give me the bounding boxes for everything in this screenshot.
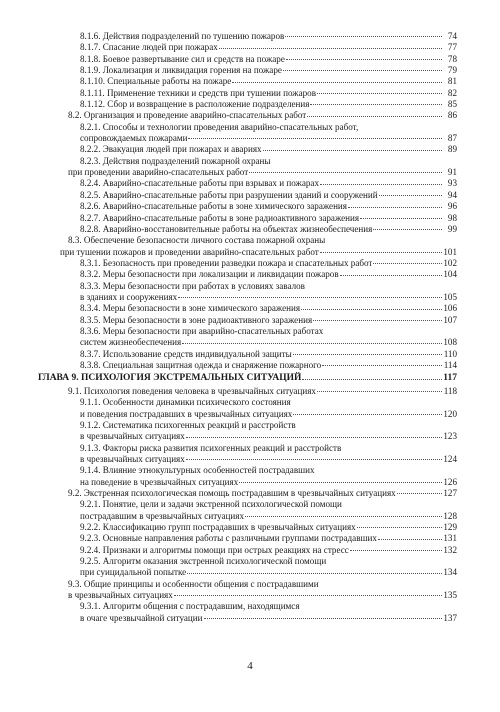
toc-row xyxy=(0,65,500,76)
toc-entry-title: 8.2. Организация и проведение аварийно-спасательных работ xyxy=(68,110,307,121)
toc-entry-page: 74 xyxy=(447,31,457,41)
toc-entry xyxy=(80,431,457,442)
toc-entry-title: 8.3.4. Меры безопасности в зоне химического заражения xyxy=(80,303,301,314)
toc-row xyxy=(0,167,500,178)
toc-row xyxy=(0,224,500,235)
dot-leader xyxy=(174,595,442,596)
toc-row xyxy=(0,499,500,510)
toc-row xyxy=(0,477,500,488)
toc-row xyxy=(0,213,500,224)
toc-entry-title: систем жизнеобеспечения xyxy=(80,337,182,348)
dot-leader xyxy=(317,93,442,94)
toc-entry-page: 93 xyxy=(447,178,457,189)
toc-entry-title: сопровождаемых пожарами xyxy=(80,133,188,144)
toc-row xyxy=(0,488,500,499)
toc-entry-title: 9.1.2. Систематика психогенных реакций и расстройств xyxy=(80,419,296,430)
toc-entry-page: 131 xyxy=(443,533,457,544)
toc-entry-title: 8.3.3. Меры безопасности при работах в условиях завалов xyxy=(80,280,305,291)
dot-leader xyxy=(293,354,442,355)
dot-leader xyxy=(302,379,442,380)
toc-entry xyxy=(80,190,457,201)
toc-row xyxy=(0,133,500,144)
toc-entry-title: ГЛАВА 9. ПСИХОЛОГИЯ ЭКСТРЕМАЛЬНЫХ СИТУАЦИЙ xyxy=(38,373,302,384)
toc-entry xyxy=(68,590,457,601)
toc-entry-title: 8.3.8. Специальная защитная одежда и снаряжение пожарного xyxy=(80,359,322,370)
toc-entry-page: 117 xyxy=(443,373,457,384)
toc-row xyxy=(0,601,500,612)
dot-leader xyxy=(286,59,442,60)
toc-entry-title: 9.2.5. Алгоритм оказания экстренной психологической помощи xyxy=(80,555,327,566)
dot-leader xyxy=(301,309,442,310)
toc-entry-title: 8.3. Обеспечение безопасности личного состава пожарной охраны xyxy=(68,235,326,246)
toc-entry-title: пострадавшим в чрезвычайных ситуациях xyxy=(80,510,244,521)
toc-entry-title: 8.1.10. Специальные работы на пожаре xyxy=(80,76,232,87)
toc-row xyxy=(0,454,500,465)
toc-entry xyxy=(68,167,457,178)
toc-row xyxy=(0,315,500,326)
toc-row xyxy=(0,409,500,420)
toc-entry-title: при тушении пожаров и проведении аварийно-спасательных работ xyxy=(60,246,319,257)
toc-entry-page: 94 xyxy=(447,189,457,200)
dot-leader xyxy=(187,573,442,574)
dot-leader xyxy=(322,365,442,366)
toc-row xyxy=(0,178,500,189)
toc-entry-title: при суицидальной попытке xyxy=(80,567,187,578)
dot-leader xyxy=(320,184,442,185)
toc-entry-page: 77 xyxy=(447,42,457,53)
toc-entry-title: 9.1.1. Особенности динамики психического состояния xyxy=(80,397,291,408)
toc-entry-title: 8.3.5. Меры безопасности в зоне радиоактивного заражения xyxy=(80,314,313,325)
toc-entry xyxy=(80,76,457,87)
toc-entry-page: 107 xyxy=(443,314,457,325)
toc-entry xyxy=(80,613,457,624)
toc-entry xyxy=(80,409,457,420)
toc-row xyxy=(0,613,500,624)
toc-row xyxy=(0,235,500,246)
toc-entry-title: 8.2.2. Эвакуация людей при пожарах и авариях xyxy=(80,144,262,155)
toc-entry-page: 132 xyxy=(443,544,457,555)
dot-leader xyxy=(378,539,442,540)
toc-entry xyxy=(80,133,457,144)
toc-entry-page: 127 xyxy=(443,487,457,498)
toc-row xyxy=(0,556,500,567)
dot-leader xyxy=(373,263,442,264)
toc-entry-title: 9.3.1. Алгоритм общения с пострадавшим, находящимся xyxy=(80,601,300,612)
toc-entry-title: 9.2.2. Классификацию групп пострадавших в чрезвычайных ситуациях xyxy=(80,521,356,532)
toc-entry-title: 9.1.3. Факторы риска развития психогенных реакций и расстройств xyxy=(80,442,342,453)
toc-entry-title: 9.1.4. Влияние этнокультурных особенностей пострадавших xyxy=(80,465,315,476)
page-number: 4 xyxy=(247,660,253,672)
toc-entry-title: 9.3. Общие принципы и особенности общения с пострадавшими xyxy=(68,578,319,589)
dot-leader xyxy=(379,195,442,196)
toc-entry-title: 9.2.3. Основные направления работы с различными группами пострадавших xyxy=(80,533,377,544)
toc-entry xyxy=(80,360,457,371)
dot-leader xyxy=(178,297,442,298)
toc-entry-title: 8.3.7. Использование средств индивидуальной защиты xyxy=(80,348,292,359)
toc-entry xyxy=(80,477,457,488)
toc-entry-page: 96 xyxy=(447,201,457,212)
dot-leader xyxy=(239,482,442,483)
toc-entry-title: в очаге чрезвычайной ситуации xyxy=(80,612,203,623)
toc-entry-page: 114 xyxy=(443,359,457,370)
toc-entry-title: 8.1.11. Применение техники и средств при тушении пожаров xyxy=(80,87,316,98)
toc-entry-title: 8.1.8. Боевое развертывание сил и средств на пожаре xyxy=(80,53,285,64)
dot-leader xyxy=(313,320,442,321)
toc-entry-title: в чрезвычайных ситуациях xyxy=(80,431,185,442)
toc-row xyxy=(0,88,500,99)
toc-entry-page: 85 xyxy=(447,99,457,110)
dot-leader xyxy=(310,104,442,105)
toc-entry-page: 101 xyxy=(443,246,457,257)
toc-row xyxy=(0,326,500,337)
toc-entry xyxy=(80,337,457,348)
toc-entry-title: 8.2.4. Аварийно-спасательные работы при взрывах и пожарах xyxy=(80,178,319,189)
toc-row xyxy=(0,201,500,212)
dot-leader xyxy=(350,550,442,551)
toc-entry-title: 8.2.3. Действия подразделений пожарной охраны xyxy=(80,155,271,166)
toc-entry xyxy=(80,511,457,522)
toc-row xyxy=(0,567,500,578)
toc-entry xyxy=(80,258,457,269)
toc-row xyxy=(0,247,500,258)
toc-row xyxy=(0,303,500,314)
dot-leader xyxy=(307,116,442,117)
toc-entry-title: 8.2.8. Аварийно-восстановительные работы на объектах жизнеобеспечения xyxy=(80,223,373,234)
toc-entry-title: 8.2.5. Аварийно-спасательные работы при разрушении зданий и сооружений xyxy=(80,189,378,200)
toc-entry-page: 87 xyxy=(447,133,457,144)
dot-leader xyxy=(186,459,442,460)
toc-entry xyxy=(80,269,457,280)
toc-entry-page: 86 xyxy=(447,110,457,121)
toc-entry-title: и поведения пострадавших в чрезвычайных ситуациях xyxy=(80,408,293,419)
toc-entry-title: 8.1.9. Локализация и ликвидация горения на пожаре xyxy=(80,65,282,76)
toc-row xyxy=(0,156,500,167)
toc-entry-page: 104 xyxy=(443,269,457,280)
toc-entry-page: 91 xyxy=(447,167,457,178)
dot-leader xyxy=(357,527,442,528)
toc-entry-page: 106 xyxy=(443,303,457,314)
toc-entry-title: 9.2.1. Понятие, цели и задачи экстренной психологической помощи xyxy=(80,499,342,510)
toc-entry-page: 123 xyxy=(443,431,457,442)
toc-entry-page: 82 xyxy=(447,87,457,98)
toc-row xyxy=(0,144,500,155)
dot-leader xyxy=(204,618,442,619)
toc-entry xyxy=(80,292,457,303)
toc-entry-title: 9.2.4. Признаки и алгоритмы помощи при острых реакциях на стресс xyxy=(80,544,349,555)
toc-entry-page: 78 xyxy=(447,53,457,64)
toc-entry-title: 9.1. Психология поведения человека в чрезвычайных ситуациях xyxy=(68,385,316,396)
dot-leader xyxy=(245,516,442,517)
dot-leader xyxy=(186,437,442,438)
toc-entry-page: 110 xyxy=(443,348,457,359)
toc-row xyxy=(0,269,500,280)
toc-entry-title: 8.3.2. Меры безопасности при локализации и ликвидации пожаров xyxy=(80,269,339,280)
dot-leader xyxy=(232,82,442,83)
dot-leader xyxy=(397,493,442,494)
toc-entry-page: 126 xyxy=(443,476,457,487)
toc-row xyxy=(0,420,500,431)
toc-entry-title: 8.2.6. Аварийно-спасательные работы в зоне химического заражения xyxy=(80,201,347,212)
table-of-contents xyxy=(0,31,500,624)
toc-row xyxy=(0,337,500,348)
toc-row xyxy=(0,431,500,442)
toc-entry-title: 9.2. Экстренная психологическая помощь пострадавшим в чрезвычайных ситуациях xyxy=(68,487,396,498)
dot-leader xyxy=(283,70,442,71)
toc-entry-title: в зданиях и сооружениях xyxy=(80,291,178,302)
dot-leader xyxy=(320,252,442,253)
toc-entry-page: 118 xyxy=(443,385,457,396)
toc-entry xyxy=(80,54,457,65)
toc-entry-title: 8.2.1. Способы и технологии проведения аварийно-спасательных работ, xyxy=(80,121,359,132)
toc-row xyxy=(0,76,500,87)
toc-entry xyxy=(68,110,457,121)
dot-leader xyxy=(219,48,442,49)
toc-entry xyxy=(38,372,457,385)
toc-row xyxy=(0,397,500,408)
dot-leader xyxy=(285,36,442,37)
toc-row xyxy=(0,443,500,454)
toc-row xyxy=(0,99,500,110)
toc-entry-page: 81 xyxy=(447,76,457,87)
toc-entry-page: 108 xyxy=(443,337,457,348)
toc-entry xyxy=(80,315,457,326)
dot-leader xyxy=(182,343,442,344)
toc-entry-title: 8.1.12. Сбор и возвращение в расположение подразделения xyxy=(80,99,310,110)
toc-row xyxy=(0,511,500,522)
toc-row xyxy=(0,579,500,590)
toc-entry-title: на поведение в чрезвычайных ситуациях xyxy=(80,476,239,487)
dot-leader xyxy=(340,275,442,276)
toc-row xyxy=(0,281,500,292)
toc-row xyxy=(0,372,500,385)
toc-entry xyxy=(80,533,457,544)
toc-entry-page: 135 xyxy=(443,590,457,600)
dot-leader xyxy=(249,172,442,173)
toc-row xyxy=(0,190,500,201)
toc-entry-page: 79 xyxy=(447,65,457,76)
toc-entry xyxy=(80,178,457,189)
toc-entry-page: 134 xyxy=(443,567,457,578)
toc-entry xyxy=(80,31,457,42)
toc-entry-page: 137 xyxy=(443,612,457,623)
toc-entry xyxy=(80,303,457,314)
toc-entry xyxy=(80,545,457,556)
toc-row xyxy=(0,590,500,601)
dot-leader xyxy=(373,229,442,230)
toc-entry-page: 124 xyxy=(443,453,457,464)
toc-entry-title: 8.2.7. Аварийно-спасательные работы в зоне радиоактивного заражения xyxy=(80,212,360,223)
toc-entry-title: 8.1.7. Спасание людей при пожарах xyxy=(80,42,218,53)
dot-leader xyxy=(348,207,442,208)
toc-entry xyxy=(80,99,457,110)
toc-entry-page: 120 xyxy=(443,408,457,419)
toc-row xyxy=(0,349,500,360)
toc-entry-page: 89 xyxy=(447,144,457,155)
toc-entry xyxy=(80,567,457,578)
toc-entry xyxy=(68,488,457,499)
toc-row xyxy=(0,42,500,53)
toc-row xyxy=(0,360,500,371)
dot-leader xyxy=(263,150,442,151)
toc-row xyxy=(0,110,500,121)
toc-row xyxy=(0,292,500,303)
toc-entry xyxy=(80,349,457,360)
dot-leader xyxy=(317,391,442,392)
toc-entry xyxy=(60,247,457,258)
toc-entry xyxy=(80,201,457,212)
toc-row xyxy=(0,258,500,269)
toc-entry xyxy=(80,144,457,155)
toc-entry-page: 99 xyxy=(447,223,457,234)
toc-row xyxy=(0,386,500,397)
dot-leader xyxy=(293,414,442,415)
toc-entry-page: 102 xyxy=(443,257,457,268)
dot-leader xyxy=(188,138,442,139)
toc-entry-title: в чрезвычайных ситуациях xyxy=(80,453,185,464)
toc-entry xyxy=(80,42,457,53)
toc-row xyxy=(0,122,500,133)
dot-leader xyxy=(360,218,442,219)
toc-entry-title: 8.3.1. Безопасность при проведении разведки пожара и спасательных работ xyxy=(80,257,373,268)
toc-row xyxy=(0,522,500,533)
toc-entry-page: 105 xyxy=(443,291,457,302)
toc-entry xyxy=(80,65,457,76)
toc-entry xyxy=(80,522,457,533)
toc-row xyxy=(0,533,500,544)
toc-entry-title: 8.3.6. Меры безопасности при аварийно-спасательных работах xyxy=(80,325,324,336)
toc-row xyxy=(0,545,500,556)
toc-entry-page: 129 xyxy=(443,521,457,532)
toc-entry xyxy=(80,213,457,224)
toc-entry-title: при проведении аварийно-спасательных работ xyxy=(68,167,249,178)
toc-row xyxy=(0,54,500,65)
toc-entry xyxy=(80,224,457,235)
toc-entry-page: 128 xyxy=(443,510,457,521)
toc-row xyxy=(0,465,500,476)
toc-entry-title: 8.1.6. Действия подразделений по тушению пожаров xyxy=(80,31,285,41)
toc-entry xyxy=(68,386,457,397)
toc-entry xyxy=(80,454,457,465)
toc-entry xyxy=(80,88,457,99)
toc-entry-page: 98 xyxy=(447,212,457,223)
toc-row xyxy=(0,31,500,42)
toc-entry-title: в чрезвычайных ситуациях xyxy=(68,590,173,600)
